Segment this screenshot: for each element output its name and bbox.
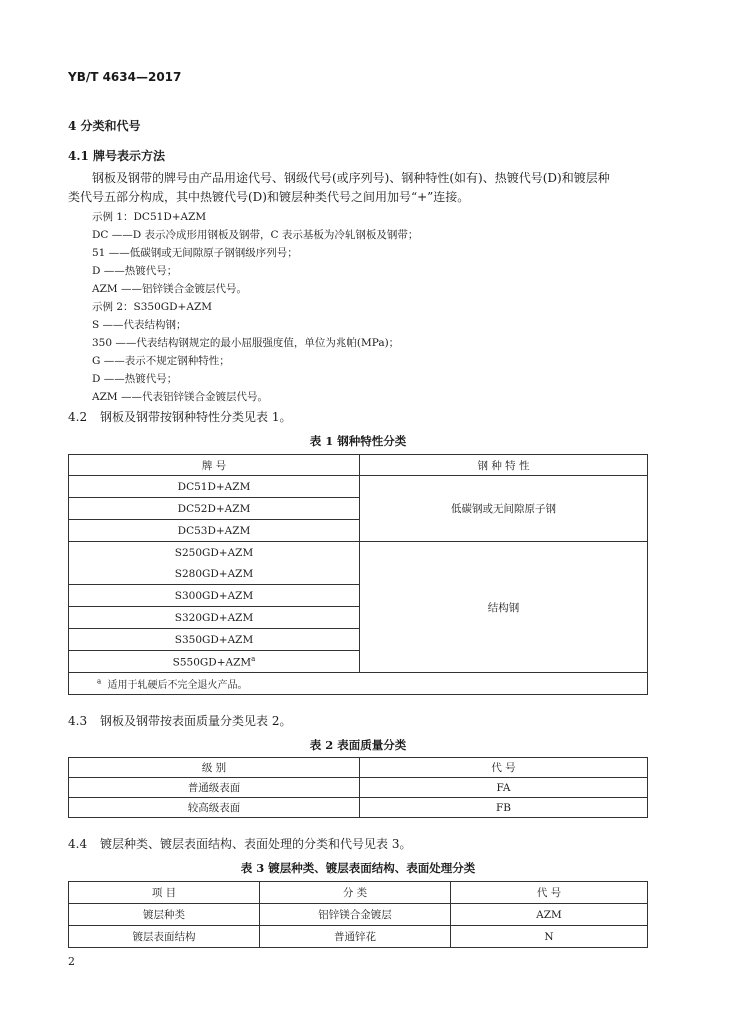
example-line: AZM ——铝锌镁合金镀层代号。	[92, 283, 247, 295]
footnote-mark: a	[97, 677, 102, 686]
grade-text: S550GD+AZM	[172, 656, 252, 669]
grade-cell: S350GD+AZM	[69, 629, 360, 651]
example-label: 示例 1：DC51D+AZM	[92, 211, 207, 223]
table-cell: 铝锌镁合金镀层	[260, 904, 451, 926]
section-heading: 4 分类和代号	[68, 119, 141, 133]
table-2	[68, 757, 648, 818]
table-header-cell: 牌 号	[69, 455, 360, 476]
table-row	[69, 542, 648, 564]
table-header-cell: 代 号	[360, 758, 648, 778]
example-line: S ——代表结构钢；	[92, 319, 187, 331]
example-line: D ——热镀代号；	[92, 373, 178, 385]
paragraph-line: 钢板及钢带的牌号由产品用途代号、钢级代号(或序列号)、钢种特性(如有)、热镀代号(D)和镀层种	[92, 171, 610, 185]
table-header-cell: 分 类	[260, 882, 451, 904]
table-header-cell: 代 号	[451, 882, 648, 904]
example-line: D ——热镀代号；	[92, 265, 178, 277]
group-cell: 低碳钢或无间隙原子钢	[360, 476, 648, 542]
clause-text: 钢板及钢带按表面质量分类见表 2。	[100, 714, 292, 728]
table-header-cell: 钢 种 特 性	[360, 455, 648, 476]
table-3-title: 表 3 镀层种类、镀层表面结构、表面处理分类	[240, 861, 476, 875]
example-line: G ——表示不规定钢种特性；	[92, 355, 230, 367]
table-note	[69, 673, 648, 695]
table-note-text: 适用于轧硬后不完全退火产品。	[107, 680, 248, 691]
clause-number: 4.4	[68, 837, 88, 851]
clause-number: 4.2	[68, 410, 88, 424]
table-cell: 较高级表面	[69, 798, 360, 818]
grade-cell	[69, 651, 360, 673]
example-line: AZM ——代表铝锌镁合金镀层代号。	[92, 391, 268, 403]
clause-4-2	[68, 408, 291, 425]
table-cell: FB	[360, 798, 648, 818]
page-number: 2	[68, 955, 75, 968]
clause-text: 钢板及钢带按钢种特性分类见表 1。	[100, 410, 292, 424]
table-cell: AZM	[451, 904, 648, 926]
table-header-row	[69, 758, 648, 778]
grade-cell: DC53D+AZM	[69, 520, 360, 542]
table-2-title: 表 2 表面质量分类	[309, 738, 407, 752]
grade-cell: S250GD+AZM	[69, 542, 360, 564]
table-row	[69, 904, 648, 926]
clause-4-4	[68, 835, 411, 852]
table-header-row	[69, 882, 648, 904]
table-3	[68, 881, 648, 948]
table-cell: FA	[360, 778, 648, 798]
subsection-heading: 4.1 牌号表示方法	[68, 149, 166, 163]
table-row	[69, 798, 648, 818]
example-line: 51 ——低碳钢或无间隙原子钢钢级序列号；	[92, 247, 298, 259]
grade-cell: S320GD+AZM	[69, 607, 360, 629]
grade-cell: DC51D+AZM	[69, 476, 360, 498]
table-header-cell: 级 别	[69, 758, 360, 778]
table-note-row	[69, 673, 648, 695]
table-cell: 镀层表面结构	[69, 926, 260, 948]
example-line: DC ——D 表示冷成形用钢板及钢带，C 表示基板为冷轧钢板及钢带；	[92, 229, 419, 241]
standard-id: YB/T 4634—2017	[68, 70, 182, 84]
table-row	[69, 476, 648, 498]
example-line: 350 ——代表结构钢规定的最小屈服强度值，单位为兆帕(MPa)；	[92, 337, 400, 349]
table-cell: 普通锌花	[260, 926, 451, 948]
paragraph-line: 类代号五部分构成，其中热镀代号(D)和镀层种类代号之间用加号“+”连接。	[68, 190, 470, 204]
table-header-row	[69, 455, 648, 476]
grade-cell: S300GD+AZM	[69, 585, 360, 607]
example-label: 示例 2：S350GD+AZM	[92, 301, 212, 313]
table-1	[68, 454, 648, 695]
group-cell: 结构钢	[360, 542, 648, 673]
clause-text: 镀层种类、镀层表面结构、表面处理的分类和代号见表 3。	[100, 837, 412, 851]
grade-cell: DC52D+AZM	[69, 498, 360, 520]
table-cell: N	[451, 926, 648, 948]
table-cell: 镀层种类	[69, 904, 260, 926]
table-1-title: 表 1 钢种特性分类	[309, 434, 407, 448]
table-header-cell: 项 目	[69, 882, 260, 904]
clause-number: 4.3	[68, 714, 88, 728]
footnote-mark: a	[251, 654, 256, 663]
grade-cell: S280GD+AZM	[69, 563, 360, 585]
table-row	[69, 926, 648, 948]
table-cell: 普通级表面	[69, 778, 360, 798]
clause-4-3	[68, 712, 291, 729]
table-row	[69, 778, 648, 798]
